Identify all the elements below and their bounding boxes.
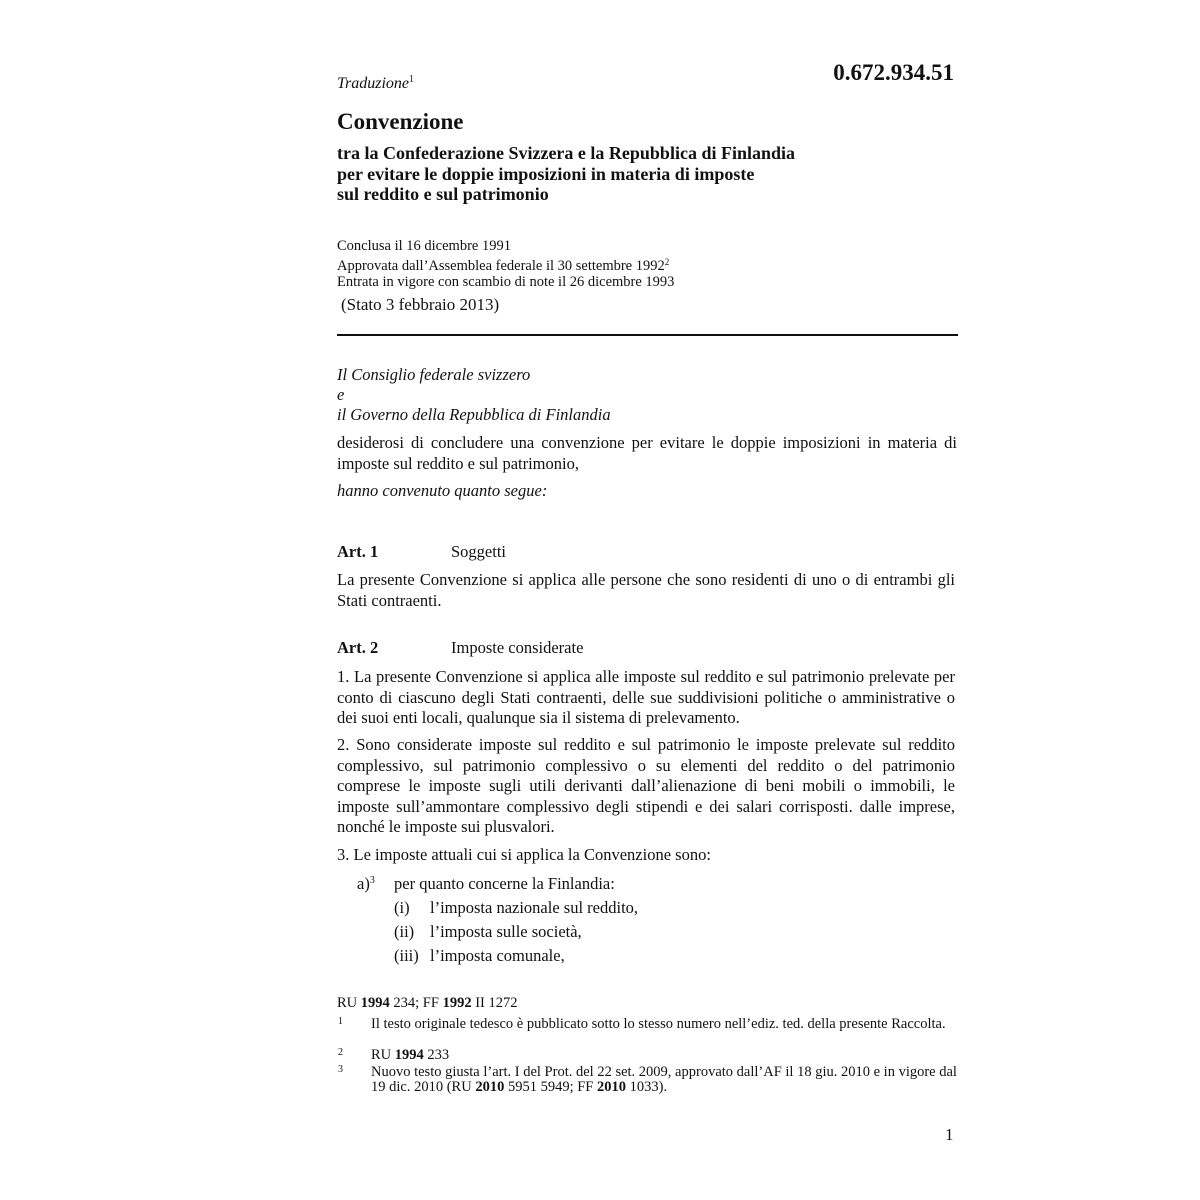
source-ru-page: 234; FF (393, 995, 439, 1011)
footnote-2-ru: RU (371, 1047, 392, 1063)
translation-label (337, 74, 414, 93)
subitem-text: l’imposta comunale, (430, 946, 565, 965)
translation-label-text: Traduzione (337, 75, 410, 92)
list-item-a-label (357, 874, 375, 894)
document-title: Convenzione (337, 109, 464, 134)
footnote-2-year: 1994 (394, 1047, 424, 1063)
approved-date-text: Approvata dall’Assemblea federale il 30 settembre 1992 (337, 258, 665, 274)
source-ru-year: 1994 (360, 995, 390, 1011)
footnote-3-part: Nuovo testo giusta l’art. I del Prot. del 22 set. 2009, approvato dall’AF il 18 giu. 2010 e in vigore dal 19 dic. 2010 (RU (371, 1064, 957, 1095)
article-2-paragraph-2: 2. Sono considerate imposte sul reddito e sul patrimonio le imposte prelevate sul reddito complessivo, sul patrimonio complessivo o su elementi del reddito o del patrimonio comprese le imposte sugli utili derivanti dall’alienazione di beni mobili o immobili, le imposte sull’ammontare complessivo degli stipendi e dei salari corrisposti. dalle imprese, nonché le imposte sui plusvalori. (337, 735, 955, 836)
footnote-2-page: 233 (427, 1047, 450, 1063)
subtitle-line: sul reddito e sul patrimonio (337, 184, 549, 204)
page-number: 1 (945, 1125, 954, 1144)
document-number: 0.672.934.51 (833, 60, 954, 85)
article-2-paragraph-1: 1. La presente Convenzione si applica alle imposte sul reddito e sul patrimonio prelevate per conto di ciascuno degli Stati contraenti, delle sue suddivisioni politiche o amministrative o dei suoi enti locali, qualunque sia il sistema di prelevamento. (337, 667, 955, 727)
dates-block (337, 238, 674, 290)
subitem-label: (ii) (394, 922, 415, 941)
subtitle-line: per evitare le doppie imposizioni in materia di imposte (337, 163, 755, 184)
concluded-date: Conclusa il 16 dicembre 1991 (337, 238, 511, 254)
source-ru: RU (337, 995, 358, 1011)
list-item-a-text: per quanto concerne la Finlandia: (394, 874, 615, 893)
article-2-paragraph-3: 3. Le imposte attuali cui si applica la Convenzione sono: (337, 845, 711, 864)
preamble-text: desiderosi di concludere una convenzione per evitare le doppie imposizioni in materia di imposte sul reddito e sul patrimonio, (337, 433, 957, 473)
footnote-ref-2[interactable]: 2 (664, 257, 670, 267)
preamble-party-2: il Governo della Repubblica di Finlandia (337, 405, 611, 424)
document-subtitle (337, 143, 897, 205)
article-1-text: La presente Convenzione si applica alle persone che sono residenti di uno o di entrambi gli Stati contraenti. (337, 570, 955, 610)
preamble-closing: hanno convenuto quanto segue: (337, 481, 548, 500)
subitem-text: l’imposta nazionale sul reddito, (430, 898, 639, 917)
footnote-3-bold: 2010 (475, 1079, 505, 1095)
subitem-label: (iii) (394, 946, 419, 965)
footnote-1-number: 1 (338, 1016, 343, 1027)
source-ff-year: 1992 (442, 995, 472, 1011)
subtitle-line: tra la Confederazione Svizzera e la Repubblica di Finlandia (337, 143, 795, 163)
source-ff-page: II 1272 (475, 995, 518, 1011)
footnote-2-text (371, 1048, 961, 1063)
footnote-ref-3[interactable]: 3 (369, 875, 375, 886)
footnote-3-text (371, 1065, 961, 1095)
footnote-3-number: 3 (338, 1064, 343, 1075)
footnote-3-part: 5951 5949; FF (507, 1079, 594, 1095)
article-2-title: Imposte considerate (451, 638, 584, 657)
footnote-2-number: 2 (338, 1047, 343, 1058)
preamble-party-1: Il Consiglio federale svizzero (337, 365, 531, 384)
article-1-number: Art. 1 (337, 542, 379, 561)
preamble-conjunction: e (337, 385, 345, 404)
footnote-ref-1[interactable]: 1 (409, 74, 415, 85)
list-item-a-letter: a) (357, 874, 370, 893)
approved-date (337, 254, 674, 274)
article-1-title: Soggetti (451, 542, 507, 561)
subitem-text: l’imposta sulle società, (430, 922, 582, 941)
footnote-3-part: 1033). (629, 1079, 668, 1095)
in-force-date: Entrata in vigore con scambio di note il 26 dicembre 1993 (337, 274, 675, 290)
status-date: (Stato 3 febbraio 2013) (341, 295, 500, 314)
subitem-label: (i) (394, 898, 410, 917)
source-reference (337, 996, 518, 1011)
footnote-3-bold: 2010 (596, 1079, 626, 1095)
header-divider (337, 334, 958, 336)
article-2-number: Art. 2 (337, 638, 379, 657)
footnote-1-text: Il testo originale tedesco è pubblicato sotto lo stesso numero nell’ediz. ted. della presente Raccolta. (371, 1016, 946, 1032)
